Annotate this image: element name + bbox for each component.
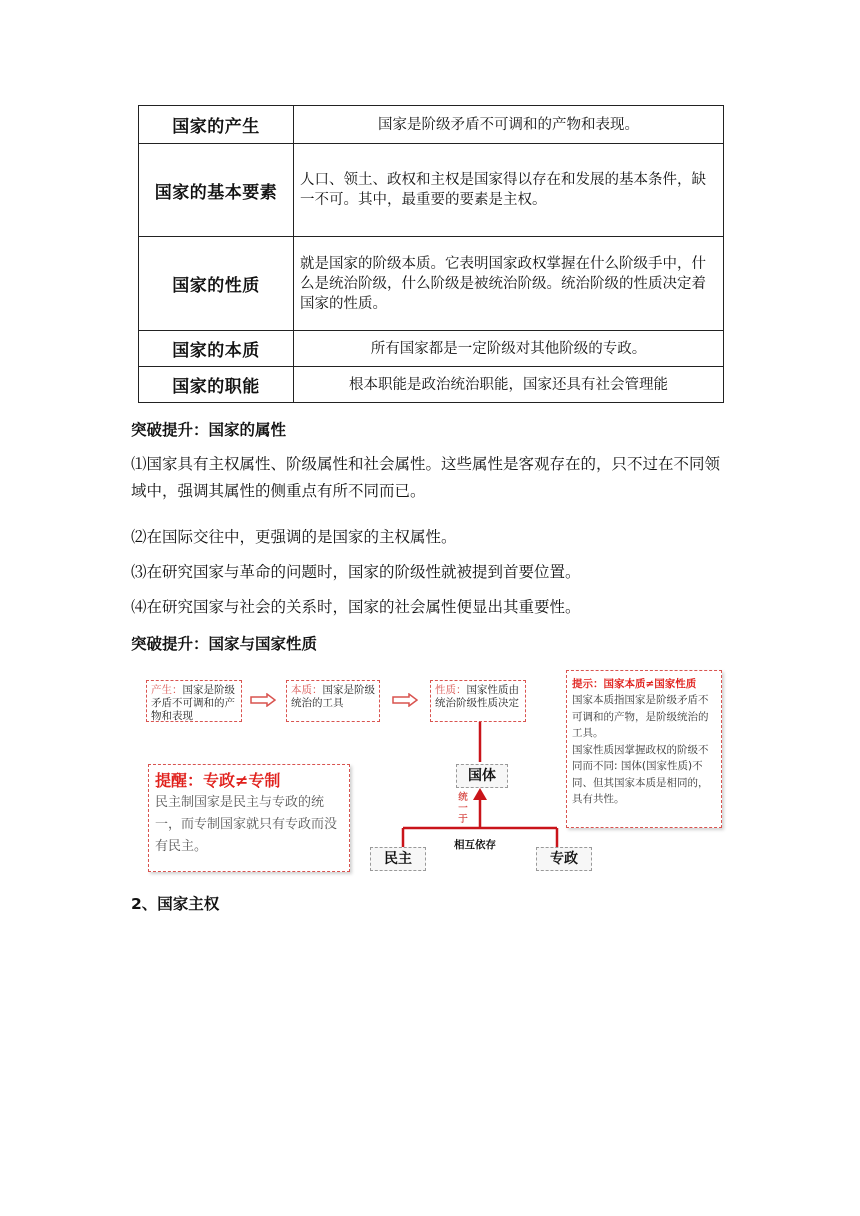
flow-text: 国家是阶级矛盾不可调和的产物和表现 (151, 684, 235, 722)
row-value: 人口、领土、政权和主权是国家得以存在和发展的基本条件，缺一不可。其中，最重要的要素是主权。 (294, 144, 724, 237)
section-heading-attributes: 突破提升：国家的属性 (131, 421, 287, 439)
row-key: 国家的职能 (139, 367, 294, 403)
state-nature-diagram (140, 668, 730, 878)
flow-text: 国家是阶级统治的工具 (291, 684, 375, 709)
paragraph-3: ⑶在研究国家与革命的问题时，国家的阶级性就被提到首要位置。 (131, 563, 581, 581)
definition-table (138, 105, 724, 403)
tip-left-title: 提醒：专政≠专制 (155, 771, 281, 790)
arrow-right-icon (250, 693, 276, 707)
tip-box-left (148, 764, 350, 872)
row-key: 国家的本质 (139, 331, 294, 367)
node-dictatorship: 专政 (536, 847, 592, 871)
section-heading-sovereignty: 2、国家主权 (131, 895, 220, 913)
flow-box-origin (146, 680, 242, 722)
table-row (139, 106, 724, 144)
row-key: 国家的产生 (139, 106, 294, 144)
tip-left-body: 民主制国家是民主与专政的统一，而专制国家就只有专政而没有民主。 (155, 795, 338, 854)
table-row (139, 331, 724, 367)
flow-box-essence (286, 680, 380, 722)
paragraph-4: ⑷在研究国家与社会的关系时，国家的社会属性便显出其重要性。 (131, 598, 581, 616)
mutual-label: 相互依存 (454, 839, 496, 851)
table-row (139, 367, 724, 403)
flow-box-nature (430, 680, 526, 722)
row-key: 国家的性质 (139, 237, 294, 331)
paragraph-2: ⑵在国际交往中，更强调的是国家的主权属性。 (131, 528, 457, 546)
flow-label: 性质： (435, 684, 467, 696)
table-row (139, 144, 724, 237)
flow-label: 产生： (151, 684, 183, 696)
tip-box-right (566, 670, 722, 828)
tip-right-title: 提示：国家本质≠国家性质 (572, 678, 697, 690)
tip-right-body-2: 国家性质因掌握政权的阶级不同而不同: 国体(国家性质)不同、但其国家本质是相同的，具有共性。 (572, 743, 709, 805)
node-democracy: 民主 (370, 847, 426, 871)
unify-label: 统一于 (458, 792, 468, 825)
row-value: 根本职能是政治统治职能，国家还具有社会管理能 (294, 367, 724, 403)
flow-text: 国家性质由统治阶级性质决定 (435, 684, 519, 709)
row-value: 所有国家都是一定阶级对其他阶级的专政。 (294, 331, 724, 367)
row-value: 就是国家的阶级本质。它表明国家政权掌握在什么阶级手中，什么是统治阶级，什么阶级是被统治阶级。统治阶级的性质决定着国家的性质。 (294, 237, 724, 331)
node-guoti: 国体 (456, 764, 508, 788)
arrow-right-icon (392, 693, 418, 707)
section-heading-nature: 突破提升：国家与国家性质 (131, 635, 318, 653)
flow-label: 本质： (291, 684, 323, 696)
tip-right-body-1: 国家本质指国家是阶级矛盾不可调和的产物，是阶级统治的工具。 (572, 694, 709, 739)
row-value: 国家是阶级矛盾不可调和的产物和表现。 (294, 106, 724, 144)
row-key: 国家的基本要素 (139, 144, 294, 237)
table-row (139, 237, 724, 331)
paragraph-1: ⑴国家具有主权属性、阶级属性和社会属性。这些属性是客观存在的，只不过在不同领域中，强调其属性的侧重点有所不同而已。 (131, 455, 721, 500)
